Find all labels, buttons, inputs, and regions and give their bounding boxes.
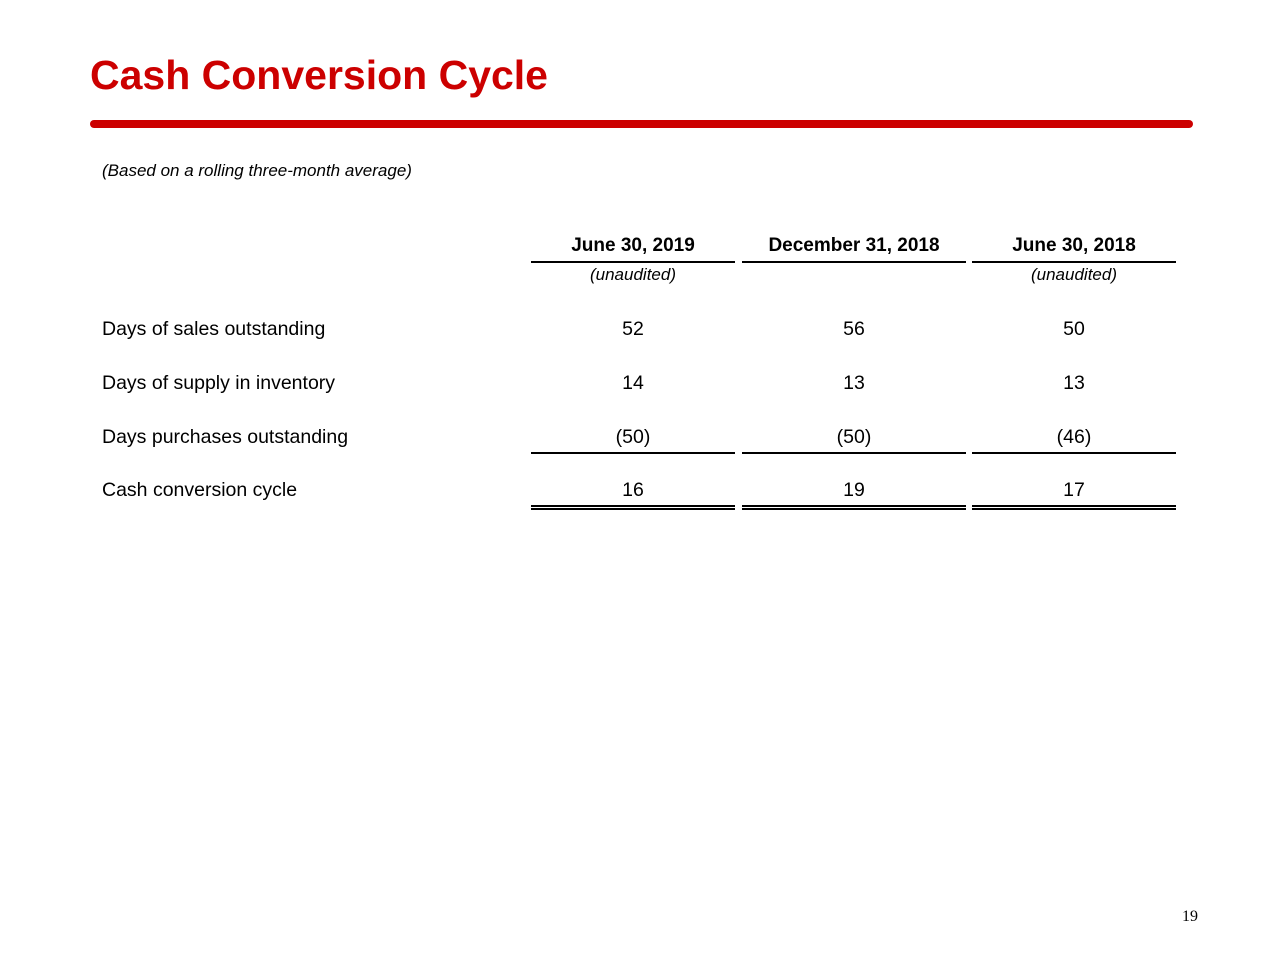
table-cell: 56 bbox=[843, 318, 865, 340]
page-number: 19 bbox=[1182, 908, 1198, 925]
row-label-days-purchases-outstanding: Days purchases outstanding bbox=[102, 426, 349, 448]
table-subtitle: (Based on a rolling three-month average) bbox=[102, 161, 412, 180]
column-note-june-2019: (unaudited) bbox=[589, 265, 676, 284]
table-cell: 13 bbox=[1063, 372, 1085, 394]
row-label-cash-conversion-cycle: Cash conversion cycle bbox=[102, 479, 298, 501]
column-note-june-2018: (unaudited) bbox=[1030, 265, 1117, 284]
table-cell: 13 bbox=[843, 372, 865, 394]
table-cell: 19 bbox=[742, 479, 966, 510]
title-divider bbox=[90, 120, 1193, 128]
row-label-days-sales-outstanding: Days of sales outstanding bbox=[102, 318, 326, 340]
table-cell: 52 bbox=[622, 318, 644, 340]
table-cell: 17 bbox=[972, 479, 1176, 510]
table-cell: (46) bbox=[972, 426, 1176, 454]
table-cell: (50) bbox=[531, 426, 735, 454]
row-label-days-supply-inventory: Days of supply in inventory bbox=[102, 372, 336, 394]
column-header-june-2018: June 30, 2018 bbox=[972, 235, 1176, 263]
table-cell: (50) bbox=[742, 426, 966, 454]
column-header-dec-2018: December 31, 2018 bbox=[742, 235, 966, 263]
table-cell: 50 bbox=[1063, 318, 1085, 340]
page-title: Cash Conversion Cycle bbox=[90, 52, 548, 98]
table-cell: 16 bbox=[531, 479, 735, 510]
table-cell: 14 bbox=[622, 372, 644, 394]
column-header-june-2019: June 30, 2019 bbox=[531, 235, 735, 263]
